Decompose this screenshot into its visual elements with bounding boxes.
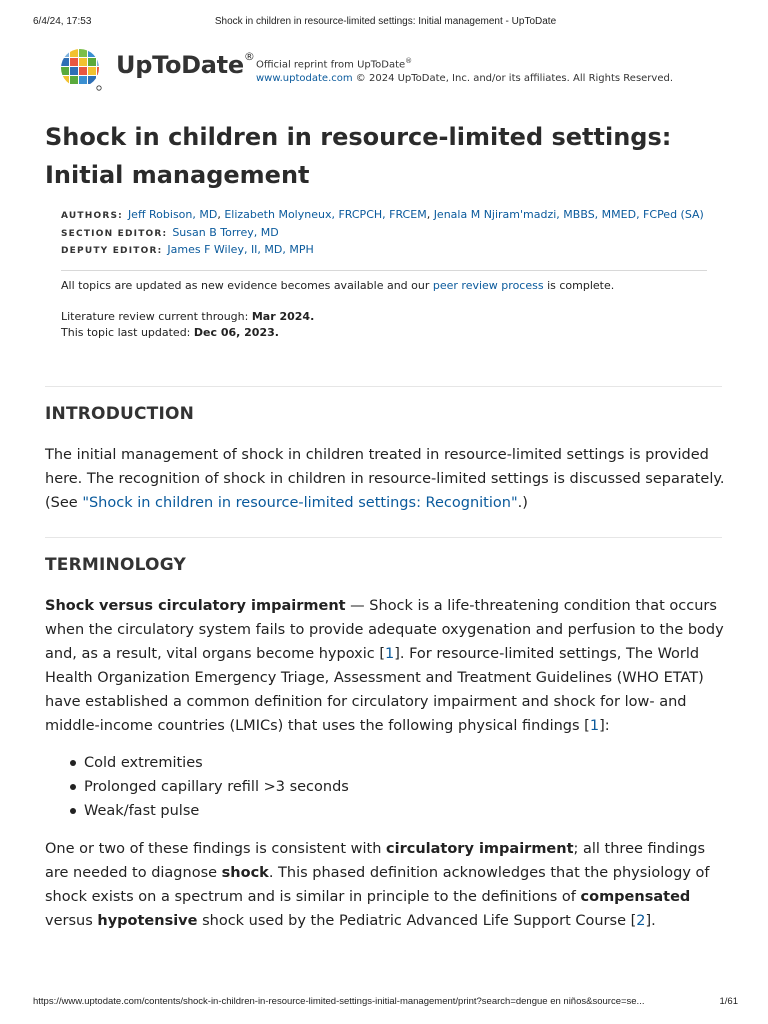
uptodate-logo[interactable]: [60, 48, 255, 90]
author-link[interactable]: Jenala M Njiram'madzi, MBBS, MMED, FCPed (SA): [433, 208, 704, 221]
print-page-title: Shock in children in resource-limited settings: Initial management - UpToDate: [214, 16, 557, 27]
divider: [45, 386, 722, 387]
reference-link[interactable]: 1: [385, 646, 395, 662]
print-url: https://www.uptodate.com/contents/shock-in-children-in-resource-limited-settings-initial-management/print?search=dengue en niños&source=se...: [33, 996, 645, 1007]
divider: [61, 270, 707, 271]
reprint-notice: Official reprint from UpToDate® www.uptodate.com © 2024 UpToDate, Inc. and/or its affiliates. All Rights Reserved.: [256, 57, 674, 85]
brand-name: UpToDate®: [116, 50, 255, 79]
print-datetime: 6/4/24, 17:53: [33, 16, 92, 27]
reference-link[interactable]: 2: [636, 913, 646, 929]
shock-definition-paragraph: One or two of these findings is consistent with circulatory impairment; all three findings are needed to diagnose shock. This phased definition acknowledges that the physiology of shock exists on a spectrum and is similar in principle to the definitions of compensated versus hypotensive shock used by the Pediatric Advanced Life Support Course [2].: [45, 841, 710, 929]
section-heading-terminology: TERMINOLOGY: [45, 555, 186, 575]
peer-review-link[interactable]: peer review process: [432, 279, 544, 292]
site-link[interactable]: www.uptodate.com: [256, 73, 353, 85]
author-link[interactable]: Elizabeth Molyneux, FRCPCH, FRCEM: [224, 208, 427, 221]
section-editor-label: SECTION EDITOR:: [61, 228, 168, 239]
copyright: © 2024 UpToDate, Inc. and/or its affiliates. All Rights Reserved.: [355, 73, 674, 85]
deputy-editor-link[interactable]: James F Wiley, II, MD, MPH: [167, 243, 314, 256]
list-item: Cold extremities: [68, 751, 349, 775]
page-number: 1/61: [719, 996, 738, 1007]
recognition-topic-link[interactable]: "Shock in children in resource-limited settings: Recognition": [82, 495, 518, 511]
section-editor-link[interactable]: Susan B Torrey, MD: [172, 225, 279, 239]
divider: [45, 537, 722, 538]
reprint-line: Official reprint from UpToDate: [256, 59, 406, 71]
introduction-paragraph: The initial management of shock in children treated in resource-limited settings is provided here. The recognition of shock in children in resource-limited settings is discussed separately. (See "Shock in children in resource-limited settings: Recognition".): [45, 447, 725, 511]
list-item: Weak/fast pulse: [68, 799, 349, 823]
list-item: Prolonged capillary refill >3 seconds: [68, 775, 349, 799]
uptodate-logo-icon: [60, 48, 104, 92]
last-updated-date: This topic last updated: Dec 06, 2023.: [61, 326, 279, 339]
reference-link[interactable]: 1: [589, 718, 600, 734]
literature-review-date: Literature review current through: Mar 2024.: [61, 310, 315, 323]
findings-list: [68, 751, 349, 823]
authors-label: AUTHORS:: [61, 211, 123, 221]
deputy-editor-label: DEPUTY EDITOR:: [61, 246, 163, 256]
article-meta: AUTHORS: Jeff Robison, MD, Elizabeth Molyneux, FRCPCH, FRCEM, Jenala M Njiram'madzi, MBBS, MMED, FCPed (SA) SECTION EDITOR: Susan B Torrey, MD DEPUTY EDITOR: James F Wiley, II, MD, MPH: [61, 208, 704, 256]
terminology-paragraph: Shock versus circulatory impairment — Shock is a life-threatening condition that occurs when the circulatory system fails to provide adequate oxygenation and perfusion to the body and, as a result, vital organs become hypoxic [1]. For resource-limited settings, The World Health Organization Emergency Triage, Assessment and Treatment Guidelines (WHO ETAT) have established a common definition for circulatory impairment and shock for low- and middle-income countries (LMICs) that uses the following physical findings [1]:: [45, 598, 724, 734]
section-heading-introduction: INTRODUCTION: [45, 404, 195, 424]
update-notes: All topics are updated as new evidence becomes available and our peer review process is complete. Literature review current through: Mar 2024. This topic last updated: Dec 06, 2023.: [61, 279, 615, 339]
author-link[interactable]: Jeff Robison, MD: [127, 208, 218, 221]
page-title: Shock in children in resource-limited settings: Initial management: [45, 123, 672, 189]
